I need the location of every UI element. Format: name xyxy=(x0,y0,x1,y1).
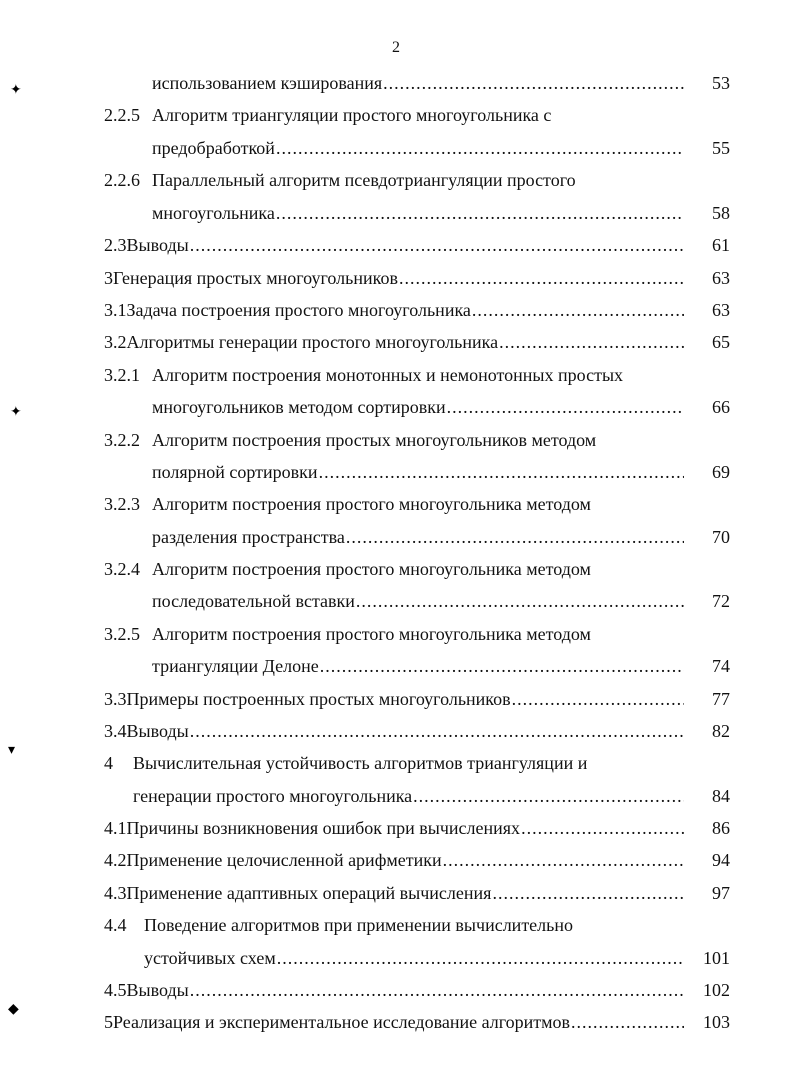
toc-leader-dots xyxy=(190,233,684,257)
toc-entry-number: 4.5 xyxy=(104,980,127,1000)
toc-entry-number: 2.2.5 xyxy=(104,105,140,125)
toc-entry-number: 4.4 xyxy=(104,915,127,935)
toc-line xyxy=(104,751,730,775)
toc-line xyxy=(104,557,730,581)
toc-entry-number: 3.2.5 xyxy=(104,624,140,644)
toc-entry-title: Выводы xyxy=(126,235,189,255)
toc-page-number: 86 xyxy=(712,818,730,838)
toc-entry-number: 3.4 xyxy=(104,721,127,741)
toc-entry-title: устойчивых схем xyxy=(144,948,276,968)
toc-entry-title: Генерация простых многоугольников xyxy=(113,268,398,288)
toc-entry-number: 3.2.4 xyxy=(104,559,140,579)
toc-leader-dots xyxy=(276,201,684,225)
toc-entry-number: 4.2 xyxy=(104,850,127,870)
toc-line xyxy=(104,1010,730,1034)
toc-entry-title: триангуляции Делоне xyxy=(152,656,319,676)
toc-line xyxy=(104,881,730,905)
toc-leader-dots xyxy=(346,525,684,549)
toc-entry-number: 3.2.3 xyxy=(104,494,140,514)
toc-line xyxy=(144,946,730,970)
toc-entry-number: 4.1 xyxy=(104,818,127,838)
toc-entry-title: многоугольника xyxy=(152,203,275,223)
toc-leader-dots xyxy=(443,848,684,872)
toc-leader-dots xyxy=(521,816,684,840)
toc-leader-dots xyxy=(499,330,684,354)
toc-entry-title: Реализация и экспериментальное исследование алгоритмов xyxy=(113,1012,571,1032)
toc-entry-title: Алгоритм построения простого многоугольника методом xyxy=(152,494,591,514)
toc-leader-dots xyxy=(356,589,684,613)
toc-entry-number: 2.3 xyxy=(104,235,127,255)
toc-entry-title: Алгоритм построения монотонных и немонотонных простых xyxy=(152,365,624,385)
toc-line xyxy=(104,363,730,387)
toc-line xyxy=(104,168,730,192)
toc-leader-dots xyxy=(383,71,684,95)
toc-entry-number: 3.1 xyxy=(104,300,127,320)
toc-entry-number: 5 xyxy=(104,1012,113,1032)
toc-leader-dots xyxy=(571,1010,684,1034)
toc-page-number: 61 xyxy=(712,235,730,255)
toc-entry-title: Алгоритмы генерации простого многоугольника xyxy=(126,332,499,352)
toc-entry-title: Задача построения простого многоугольника xyxy=(126,300,471,320)
toc-line xyxy=(104,816,730,840)
scan-mark: ▾ xyxy=(8,743,16,758)
toc-line xyxy=(152,525,730,549)
toc-line xyxy=(152,201,730,225)
toc-leader-dots xyxy=(320,654,684,678)
toc-entry-title: Причины возникновения ошибок при вычислениях xyxy=(126,818,521,838)
toc-line xyxy=(133,784,730,808)
toc-line xyxy=(152,654,730,678)
scan-mark: ✦ xyxy=(10,405,22,420)
toc-line xyxy=(152,71,730,95)
toc-entry-number: 3 xyxy=(104,268,113,288)
toc-entry-title: использованием кэширования xyxy=(152,73,383,93)
toc-entry-title: полярной сортировки xyxy=(152,462,318,482)
page-number: 2 xyxy=(392,39,400,56)
toc-line xyxy=(104,428,730,452)
toc-entry-number: 2.2.6 xyxy=(104,170,140,190)
toc-line xyxy=(152,589,730,613)
toc-line xyxy=(104,913,730,937)
toc-entry-title: Вычислительная устойчивость алгоритмов триангуляции и xyxy=(133,753,588,773)
toc-entry-number: 3.3 xyxy=(104,689,127,709)
toc-entry-title: Применение целочисленной арифметики xyxy=(126,850,442,870)
toc-page-number: 58 xyxy=(712,203,730,223)
toc-page-number: 63 xyxy=(712,268,730,288)
toc-page-number: 97 xyxy=(712,883,730,903)
toc-line xyxy=(104,298,730,322)
toc-page-number: 77 xyxy=(712,689,730,709)
toc-page-number: 72 xyxy=(712,591,730,611)
toc-entry-title: Параллельный алгоритм псевдотриангуляции простого xyxy=(152,170,576,190)
toc-entry-number: 3.2 xyxy=(104,332,127,352)
toc-leader-dots xyxy=(413,784,684,808)
toc-leader-dots xyxy=(472,298,684,322)
toc-entry-number: 4.3 xyxy=(104,883,127,903)
toc-entry-title: разделения пространства xyxy=(152,527,345,547)
toc-leader-dots xyxy=(512,687,684,711)
toc-leader-dots xyxy=(399,266,684,290)
toc-line xyxy=(104,719,730,743)
toc-line xyxy=(104,492,730,516)
toc-page-number: 101 xyxy=(703,948,730,968)
toc-line xyxy=(104,103,730,127)
toc-page-number: 74 xyxy=(712,656,730,676)
toc-page-number: 102 xyxy=(703,980,730,1000)
toc-entry-title: Выводы xyxy=(126,721,189,741)
scan-mark: ◆ xyxy=(8,1002,19,1017)
toc-line xyxy=(104,687,730,711)
toc-entry-title: предобработкой xyxy=(152,138,275,158)
toc-page-number: 82 xyxy=(712,721,730,741)
toc-page-number: 55 xyxy=(712,138,730,158)
toc-entry-number: 4 xyxy=(104,753,113,773)
toc-page-number: 69 xyxy=(712,462,730,482)
toc-page-number: 94 xyxy=(712,850,730,870)
toc-leader-dots xyxy=(447,395,684,419)
toc-line xyxy=(152,460,730,484)
toc-page-number: 103 xyxy=(703,1012,730,1032)
toc-line xyxy=(104,266,730,290)
toc-line xyxy=(104,848,730,872)
toc-page-number: 53 xyxy=(712,73,730,93)
toc-leader-dots xyxy=(276,136,684,160)
toc-entry-title: Примеры построенных простых многоугольников xyxy=(126,689,511,709)
toc-line xyxy=(104,622,730,646)
toc-page-number: 70 xyxy=(712,527,730,547)
toc-entry-title: Алгоритм триангуляции простого многоугольника с xyxy=(152,105,552,125)
toc-page-number: 84 xyxy=(712,786,730,806)
toc-entry-title: Алгоритм построения простого многоугольника методом xyxy=(152,559,591,579)
toc-entry-title: Алгоритм построения простых многоугольников методом xyxy=(152,430,597,450)
toc-entry-title: Выводы xyxy=(126,980,189,1000)
toc-line xyxy=(152,136,730,160)
scan-mark: ✦ xyxy=(10,83,22,98)
toc-leader-dots xyxy=(190,978,684,1002)
toc-leader-dots xyxy=(319,460,684,484)
toc-entry-number: 3.2.2 xyxy=(104,430,140,450)
toc-entry-title: Алгоритм построения простого многоугольника методом xyxy=(152,624,591,644)
toc-page-number: 63 xyxy=(712,300,730,320)
toc-page-number: 66 xyxy=(712,397,730,417)
toc-entry-title: последовательной вставки xyxy=(152,591,355,611)
toc-line xyxy=(104,233,730,257)
toc-entry-title: Применение адаптивных операций вычисления xyxy=(126,883,492,903)
toc-entry-title: Поведение алгоритмов при применении вычислительно xyxy=(144,915,573,935)
toc-line xyxy=(104,978,730,1002)
toc-line xyxy=(104,330,730,354)
toc-leader-dots xyxy=(492,881,684,905)
toc-entry-title: многоугольников методом сортировки xyxy=(152,397,446,417)
toc-page-number: 65 xyxy=(712,332,730,352)
toc-leader-dots xyxy=(190,719,684,743)
toc-line xyxy=(152,395,730,419)
toc-entry-title: генерации простого многоугольника xyxy=(133,786,413,806)
toc-leader-dots xyxy=(277,946,684,970)
toc-entry-number: 3.2.1 xyxy=(104,365,140,385)
